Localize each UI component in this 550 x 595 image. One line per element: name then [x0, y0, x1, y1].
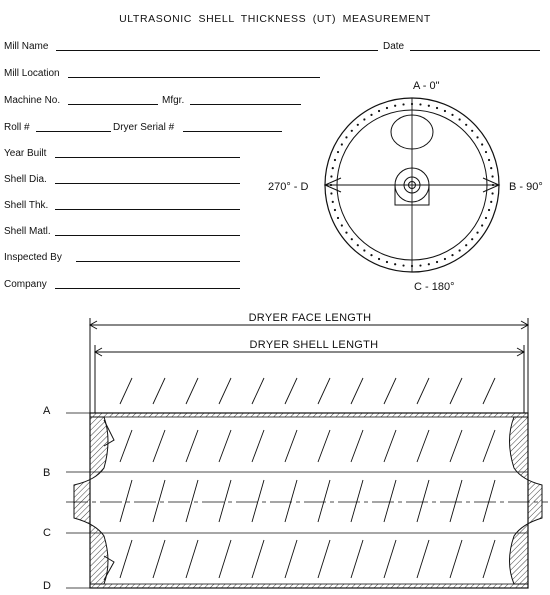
hatch-slash	[252, 480, 264, 522]
hatch-slash	[384, 480, 396, 522]
hatch-slash	[252, 540, 264, 578]
row-label-b: B	[43, 467, 51, 479]
dryer-shell-length-label: DRYER SHELL LENGTH	[249, 339, 379, 351]
row-label-a: A	[43, 405, 51, 417]
hatch-slash	[120, 540, 132, 578]
hatch-slash	[285, 430, 297, 462]
shell-matl-label: Shell Matl.	[4, 226, 51, 237]
hatch-slash	[417, 378, 429, 404]
hatch-slash	[318, 378, 330, 404]
shell-hatch-slashes	[120, 378, 495, 578]
roll-no-label: Roll #	[4, 122, 30, 133]
hatch-slash	[483, 378, 495, 404]
hatch-slash	[483, 540, 495, 578]
inspected-by-label: Inspected By	[4, 252, 62, 263]
hatch-slash	[417, 480, 429, 522]
hatch-slash	[252, 430, 264, 462]
hatch-slash	[186, 378, 198, 404]
row-label-d: D	[43, 580, 51, 592]
hatch-slash	[384, 378, 396, 404]
mfgr-label: Mfgr.	[162, 95, 185, 106]
hatch-slash	[351, 378, 363, 404]
dryer-serial-label: Dryer Serial #	[113, 122, 175, 133]
hatch-slash	[285, 540, 297, 578]
hatch-slash	[450, 378, 462, 404]
shell-dia-label: Shell Dia.	[4, 174, 47, 185]
hatch-slash	[219, 378, 231, 404]
hatch-slash	[219, 430, 231, 462]
shell-wall-top	[90, 413, 528, 417]
company-label: Company	[4, 279, 47, 290]
page-title: ULTRASONIC SHELL THICKNESS (UT) MEASUREMENT	[119, 13, 431, 25]
hatch-slash	[318, 480, 330, 522]
label-b: B - 90°	[509, 181, 543, 193]
label-d: 270° - D	[268, 181, 309, 193]
hatch-slash	[153, 378, 165, 404]
hatch-slash	[450, 480, 462, 522]
hatch-slash	[219, 480, 231, 522]
hatch-slash	[351, 480, 363, 522]
hatch-slash	[351, 430, 363, 462]
hatch-slash	[483, 430, 495, 462]
hatch-slash	[153, 540, 165, 578]
hatch-slash	[120, 480, 132, 522]
label-c: C - 180°	[414, 281, 455, 293]
mill-name-label: Mill Name	[4, 41, 49, 52]
hatch-slash	[417, 430, 429, 462]
machine-no-label: Machine No.	[4, 95, 61, 106]
dryer-face-length-label: DRYER FACE LENGTH	[248, 312, 372, 324]
hatch-slash	[219, 540, 231, 578]
hatch-slash	[417, 540, 429, 578]
hatch-slash	[153, 480, 165, 522]
hatch-slash	[450, 540, 462, 578]
shell-thk-label: Shell Thk.	[4, 200, 49, 211]
hatch-slash	[318, 540, 330, 578]
hatch-slash	[120, 378, 132, 404]
hatch-slash	[285, 378, 297, 404]
hatch-slash	[186, 540, 198, 578]
year-built-label: Year Built	[4, 148, 47, 159]
mill-location-label: Mill Location	[4, 68, 60, 79]
right-head-casting	[510, 417, 543, 584]
hatch-slash	[384, 540, 396, 578]
label-a: A - 0"	[413, 80, 440, 92]
hatch-slash	[384, 430, 396, 462]
hatch-slash	[450, 430, 462, 462]
row-label-c: C	[43, 527, 51, 539]
hatch-slash	[120, 430, 132, 462]
hatch-slash	[252, 378, 264, 404]
shell-wall-bottom	[90, 584, 528, 588]
left-head-casting	[74, 417, 108, 584]
dryer-shell-outline	[90, 413, 528, 588]
hatch-slash	[186, 480, 198, 522]
hatch-slash	[351, 540, 363, 578]
hatch-slash	[318, 430, 330, 462]
hatch-slash	[153, 430, 165, 462]
hatch-slash	[483, 480, 495, 522]
hatch-slash	[285, 480, 297, 522]
date-label: Date	[383, 41, 405, 52]
hatch-slash	[186, 430, 198, 462]
